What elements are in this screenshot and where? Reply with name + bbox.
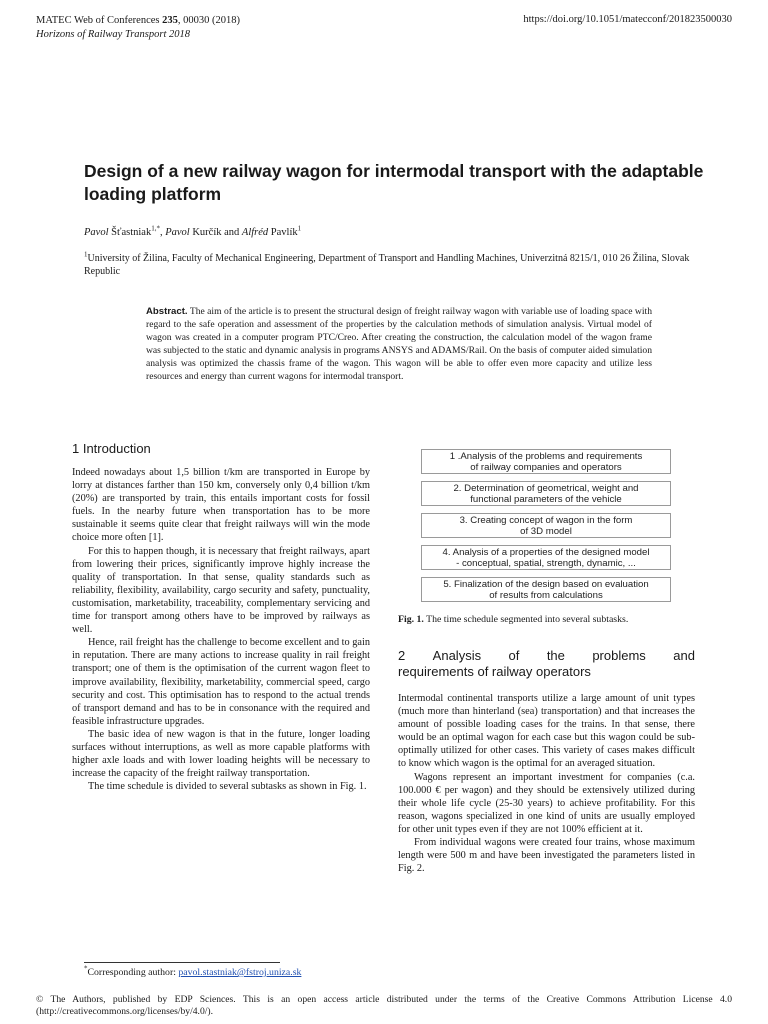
author-separator: and bbox=[221, 227, 242, 238]
abstract bbox=[146, 305, 652, 384]
paper-title: Design of a new railway wagon for intermodal transport with the adaptable loading platform bbox=[84, 161, 704, 204]
flow-step-text: 3. Creating concept of wagon in the form bbox=[459, 514, 633, 526]
figure-1-flowchart bbox=[421, 449, 671, 609]
flow-step-text: 4. Analysis of a properties of the designed model bbox=[442, 546, 650, 558]
abstract-text: The aim of the article is to present the structural design of freight railway wagon with variable use of loading space with regard to the safe operation and assessment of the properties by the calculation methods of simulation analysis. Virtual model of wagon was created in a computer program PTC/Creo. After creating the construction, the calculation model of the wagon frame was subjected to the static and dynamic analysis in programs ANSYS and ADAMS/Rail. On the basis of computer aided simulation analysis was optimized the chassis frame of the wagon. This wagon will be able to offer even more capacity and utilize less resources and energy than current wagons for intermodal transport. bbox=[146, 306, 652, 383]
flow-step-text: functional parameters of the vehicle bbox=[470, 493, 622, 505]
footnote-divider bbox=[84, 962, 280, 963]
author-3-first: Alfréd bbox=[241, 227, 269, 238]
author-list bbox=[84, 224, 302, 238]
author-3-sup: 1 bbox=[297, 224, 302, 233]
heading-word: of bbox=[508, 648, 520, 663]
heading-word: Analysis bbox=[432, 648, 482, 663]
figure-1-caption bbox=[398, 614, 628, 625]
footnote-label: Corresponding author: bbox=[87, 967, 179, 978]
journal-name: MATEC Web of Conferences bbox=[36, 15, 160, 26]
article-number: , 00030 (2018) bbox=[177, 15, 240, 26]
paragraph: Indeed nowadays about 1,5 billion t/km are transported in Europe by lorry at distances farther than 150 km, conversely only 0,4 billion t/km (20%) are transported by train, this entails important costs for fossil fuels. In the nearby future when transportation has to be more sustainable it seems quite clear that freight railways will win the mode choice more often [1]. bbox=[72, 467, 370, 544]
affiliation-text: University of Žilina, Faculty of Mechanical Engineering, Department of Transport and Handling Machines, Univerzitná 8215/1, 010 26 Žilina, Slovak Republic bbox=[84, 253, 690, 277]
paragraph: The time schedule is divided to several subtasks as shown in Fig. 1. bbox=[88, 781, 367, 793]
flow-step-text: of results from calculations bbox=[489, 589, 603, 601]
heading-word: problems bbox=[592, 648, 646, 663]
flow-step-4 bbox=[421, 545, 671, 570]
flow-step-text: of railway companies and operators bbox=[470, 461, 622, 473]
conference-name: Horizons of Railway Transport 2018 bbox=[36, 29, 191, 40]
author-1-first: Pavol bbox=[84, 227, 109, 238]
author-1-sup: 1,* bbox=[151, 224, 160, 233]
footnote-mark: * bbox=[84, 964, 88, 973]
author-2-first: Pavol bbox=[165, 227, 190, 238]
section-2-heading bbox=[398, 648, 695, 680]
author-3-last: Pavlík bbox=[268, 227, 298, 238]
license-notice: © The Authors, published by EDP Sciences. This is an open access article distributed under the terms of the Creative Commons Attribution License 4.0 (http://creativecommons.org/licenses/by/4.0/). bbox=[36, 994, 732, 1017]
abstract-label: Abstract. bbox=[146, 306, 188, 317]
flow-step-1 bbox=[421, 449, 671, 474]
author-separator: , bbox=[159, 227, 166, 238]
heading-word: the bbox=[546, 648, 565, 663]
caption-label: Fig. 1. bbox=[398, 614, 424, 625]
running-header bbox=[36, 14, 240, 42]
right-column bbox=[398, 692, 695, 875]
author-2-last: Kurčík bbox=[189, 227, 222, 238]
paragraph: Hence, rail freight has the challenge to become excellent and to gain in reputation. There are many actions to increase quality in rail freight transport; one of them is the optimisation of the current wagon fleet to improve availability, flexibility, marketability, commercial speed, cargo security and cost. This optimisation has to respond to the actual trends of transport demand and has to be in consonance with the required and feasible infrastructure upgrades. bbox=[72, 637, 370, 727]
flow-step-5 bbox=[421, 577, 671, 602]
heading-word: and bbox=[673, 648, 695, 663]
affiliation-sup: 1 bbox=[84, 250, 88, 259]
flow-step-text: of 3D model bbox=[520, 525, 572, 537]
flow-step-text: - conceptual, spatial, strength, dynamic, ... bbox=[456, 557, 636, 569]
paragraph: For this to happen though, it is necessary that freight railways, apart from lowering their prices, significantly improve highly increase the quality of transportation. In that sense, quality standards such as reliability, flexibility, availability, cargo security and safety, punctuality, customisation, marketability, traceability, complementary servicing and time for transport among others have to be improved by railways as well. bbox=[72, 545, 370, 636]
left-column bbox=[72, 466, 370, 793]
flow-step-text: 1 .Analysis of the problems and requirements bbox=[449, 450, 643, 462]
flow-step-3 bbox=[421, 513, 671, 538]
affiliation bbox=[84, 252, 724, 278]
paragraph: The basic idea of new wagon is that in the future, longer loading surfaces without interruptions, as well as more capable platforms with higher axle loads and with lower loading heights will be necessary to increase the capacity of the freight railway transportation. bbox=[72, 728, 370, 780]
heading-line-2: requirements of railway operators bbox=[398, 664, 591, 679]
journal-line bbox=[36, 14, 240, 28]
author-email-link[interactable]: pavol.stastniak@fstroj.uniza.sk bbox=[178, 967, 302, 978]
caption-text: The time schedule segmented into several subtasks. bbox=[423, 614, 629, 625]
author-1-last: Šťastniak bbox=[108, 227, 152, 238]
paragraph: Intermodal continental transports utilize a large amount of unit types (much more than hinterland (sea) transportation) and that increases the amount of possible loading cases for the trains. In that sense, there would be an optimal wagon for each case but this wagon could be sub-optimally utilized for other cases. This variety of cases makes difficult to know which wagon is the optimal for an averaged situation. bbox=[398, 693, 695, 770]
heading-word: 2 bbox=[398, 648, 406, 663]
footnote bbox=[84, 964, 302, 978]
paragraph: From individual wagons were created four trains, whose maximum length were 500 m and have been investigated the parameters listed in Fig. 2. bbox=[398, 837, 695, 875]
flow-step-text: 5. Finalization of the design based on evaluation bbox=[443, 578, 649, 590]
flow-step-text: 2. Determination of geometrical, weight and bbox=[453, 482, 639, 494]
section-1-heading: 1 Introduction bbox=[72, 441, 151, 456]
paragraph: Wagons represent an important investment for companies (c.a. 100.000 € per wagon) and they should be extensively utilized during their whole life cycle (25-30 years) to achieve profitability. For this reason, wagons specialized in one kind of units are usually employed for other unit types even if they are not 100% efficient at it. bbox=[398, 771, 695, 835]
doi-link[interactable]: https://doi.org/10.1051/matecconf/201823500030 bbox=[523, 14, 732, 25]
flow-step-2 bbox=[421, 481, 671, 506]
journal-volume: 235 bbox=[162, 15, 178, 26]
heading-line-1 bbox=[398, 648, 695, 664]
